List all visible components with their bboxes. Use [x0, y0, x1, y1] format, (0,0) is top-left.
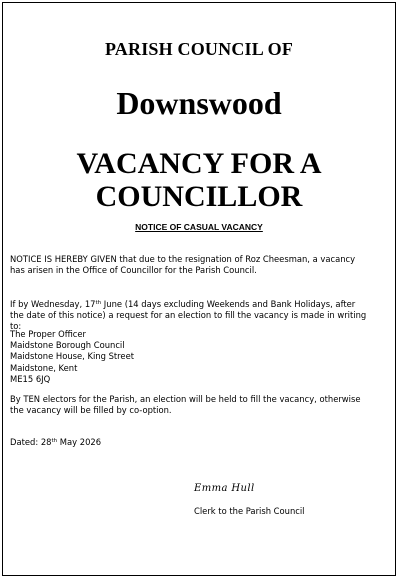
co-option-line2: the vacancy will be filled by co-option. [10, 405, 172, 416]
resignation-line2: has arisen in the Office of Councillor for the Parish Council. [10, 265, 257, 276]
notice-subheading: NOTICE OF CASUAL VACANCY [135, 222, 263, 232]
election-request-line2: the date of this notice) a request for an election to fill the vacancy is made in writing [10, 310, 367, 321]
parish-name: Downswood [116, 85, 282, 121]
election-request-paragraph [10, 299, 390, 333]
deadline-ordinal: th [95, 300, 102, 306]
date-ordinal: th [51, 438, 58, 444]
proper-officer-address [10, 329, 390, 385]
vacancy-heading-line1: VACANCY FOR A [76, 147, 322, 180]
deadline-prefix: If by Wednesday, 17 [10, 299, 96, 309]
address-line1: The Proper Officer [10, 329, 86, 339]
vacancy-heading-line2: COUNCILLOR [95, 180, 303, 213]
co-option-line1: By TEN electors for the Parish, an election will be held to fill the vacancy, otherwise [10, 394, 361, 404]
resignation-line1: NOTICE IS HEREBY GIVEN that due to the resignation of Roz Cheesman, a vacancy [10, 254, 356, 264]
address-line3: Maidstone House, King Street [10, 351, 135, 362]
deadline-suffix: June (14 days excluding Weekends and Bank Holidays, after [101, 299, 356, 309]
address-line5: ME15 6JQ [10, 373, 51, 384]
council-of-heading: PARISH COUNCIL OF [104, 39, 294, 59]
signatory-role: Clerk to the Parish Council [194, 506, 305, 516]
vacancy-heading [3, 147, 395, 213]
co-option-paragraph [10, 394, 390, 416]
notice-page [2, 2, 396, 576]
date-suffix: May 2026 [57, 437, 102, 447]
election-request-line1 [10, 299, 390, 310]
date-prefix: Dated: 28 [10, 437, 52, 447]
notice-date [10, 437, 390, 448]
election-request-line3: to: [10, 321, 22, 332]
address-line2: Maidstone Borough Council [10, 340, 125, 351]
address-line4: Maidstone, Kent [10, 362, 78, 373]
clerk-signature: Emma Hull [194, 483, 255, 494]
resignation-paragraph [10, 254, 390, 276]
